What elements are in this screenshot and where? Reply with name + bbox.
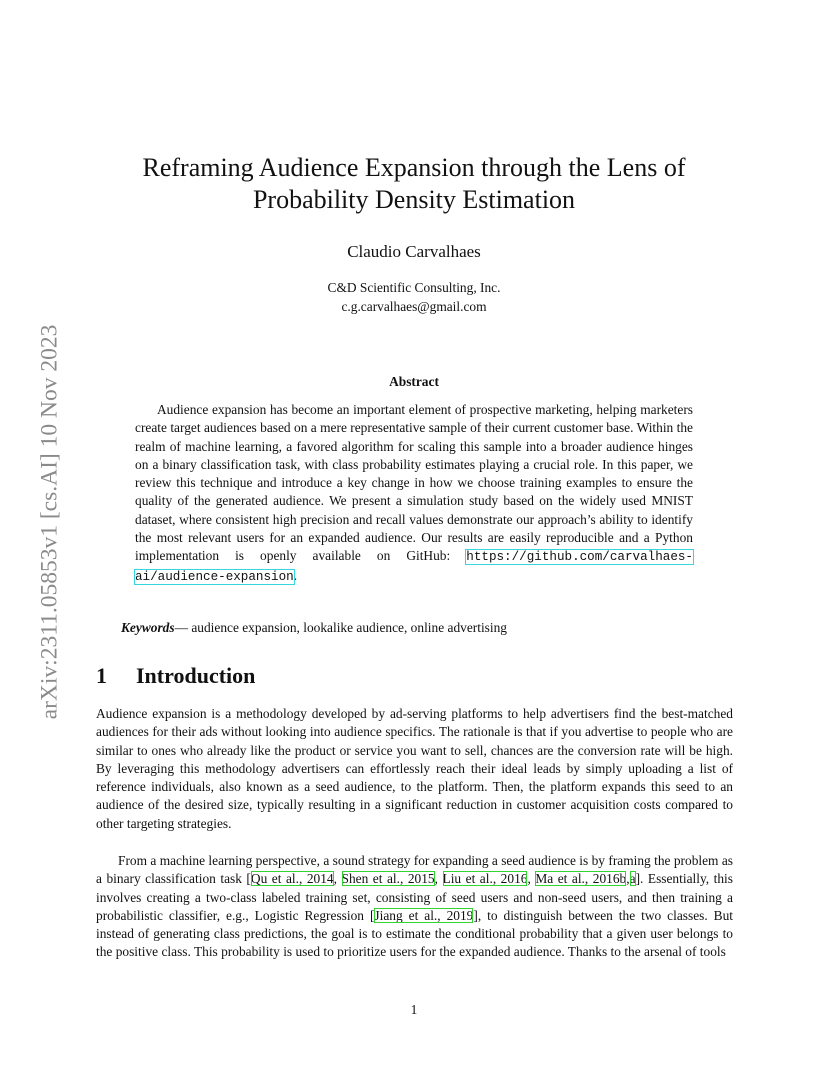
github-link[interactable]: https://github.com/carvalhaes-ai/audience-expansion	[135, 550, 693, 584]
section-title: Introduction	[136, 663, 256, 688]
author-name: Claudio Carvalhaes	[347, 242, 481, 261]
abstract-body	[135, 401, 693, 586]
author-email: c.g.carvalhaes@gmail.com	[341, 299, 487, 314]
paper-title	[96, 152, 732, 216]
keywords-text: — audience expansion, lookalike audience, online advertising	[174, 620, 508, 635]
section-heading-introduction	[96, 663, 255, 689]
title-line-2: Probability Density Estimation	[252, 185, 576, 214]
citation-qu-2014[interactable]: Qu et al., 2014	[250, 871, 334, 887]
intro-p2-text-a: From a machine learning perspective, a sound strategy for expanding a seed audience is by framing the problem as a binary classification task [	[96, 853, 733, 887]
intro-p2-text-c: ], to distinguish between the two classes. But instead of generating class predictions, the goal is to estimate the conditional probability that a given user belongs to the positive class. This probability is used to prioritize users for the expanded audience. Thanks to the arsenal of tools	[96, 907, 733, 960]
citation-ma-2016b[interactable]: Ma et al., 2016b	[535, 871, 627, 887]
title-block	[96, 152, 732, 316]
intro-paragraph-1: Audience expansion is a methodology developed by ad-serving platforms to help advertisers find the best-matched audiences for their ads without looking into audience specifics. The rationale is that if you advertise to people who are similar to ones who already like the product or service you want to sell, chances are the conversion rate will be high. By leveraging this methodology advertisers can effortlessly reach their ideal leads by simply uploading a list of reference individuals, also known as a seed audience, to the platform. Then, the platform expands this seed to an audience of the desired size, typically resulting in a significant reduction in customer acquisition costs compared to other targeting strategies.	[96, 706, 733, 831]
citation-jiang-2019[interactable]: Jiang et al., 2019	[374, 907, 474, 923]
intro-paragraph-2	[96, 852, 733, 962]
section-number: 1	[96, 663, 107, 688]
citation-liu-2016[interactable]: Liu et al., 2016	[442, 871, 528, 887]
affiliation	[96, 278, 732, 316]
title-line-1: Reframing Audience Expansion through the Lens of	[142, 153, 686, 182]
keywords-line	[121, 620, 507, 636]
abstract-end: .	[293, 567, 298, 583]
abstract-heading: Abstract	[389, 374, 439, 389]
abstract-text: Audience expansion has become an important element of prospective marketing, helping marketers create target audiences based on a mere representative sample of their current customer base. Within the realm of machine learning, a favored algorithm for scaling this sample into a broader audience hinges on a binary classification task, with class probability estimates playing a crucial role. In this paper, we review this technique and introduce a key change in how we choose training examples to ensure the quality of the generated audience. We present a simulation study based on the widely used MNIST dataset, where consistent high precision and recall values demonstrate our approach’s ability to identify the most relevant users for an expanded audience. Our results are easily reproducible and a Python implementation is openly available on GitHub:	[135, 402, 693, 564]
citation-shen-2015[interactable]: Shen et al., 2015	[341, 871, 435, 887]
keywords-label: Keywords	[121, 620, 175, 635]
citation-separator: ,	[626, 871, 630, 887]
intro-p2-text-b: ]. Essentially, this involves creating a two-class labeled training set, consisting of seed users and non-seed users, and then training a probabilistic classifier, e.g., Logistic Regression [	[96, 871, 733, 923]
citation-separator: ,	[333, 871, 342, 887]
affiliation-org: C&D Scientific Consulting, Inc.	[327, 280, 501, 295]
page-number: 1	[410, 1002, 418, 1017]
citation-separator: ,	[434, 871, 443, 887]
arxiv-identifier-stamp: arXiv:2311.05853v1 [cs.AI] 10 Nov 2023	[36, 324, 63, 720]
citation-ma-2016a[interactable]: a	[629, 871, 636, 887]
citation-separator: ,	[527, 871, 536, 887]
